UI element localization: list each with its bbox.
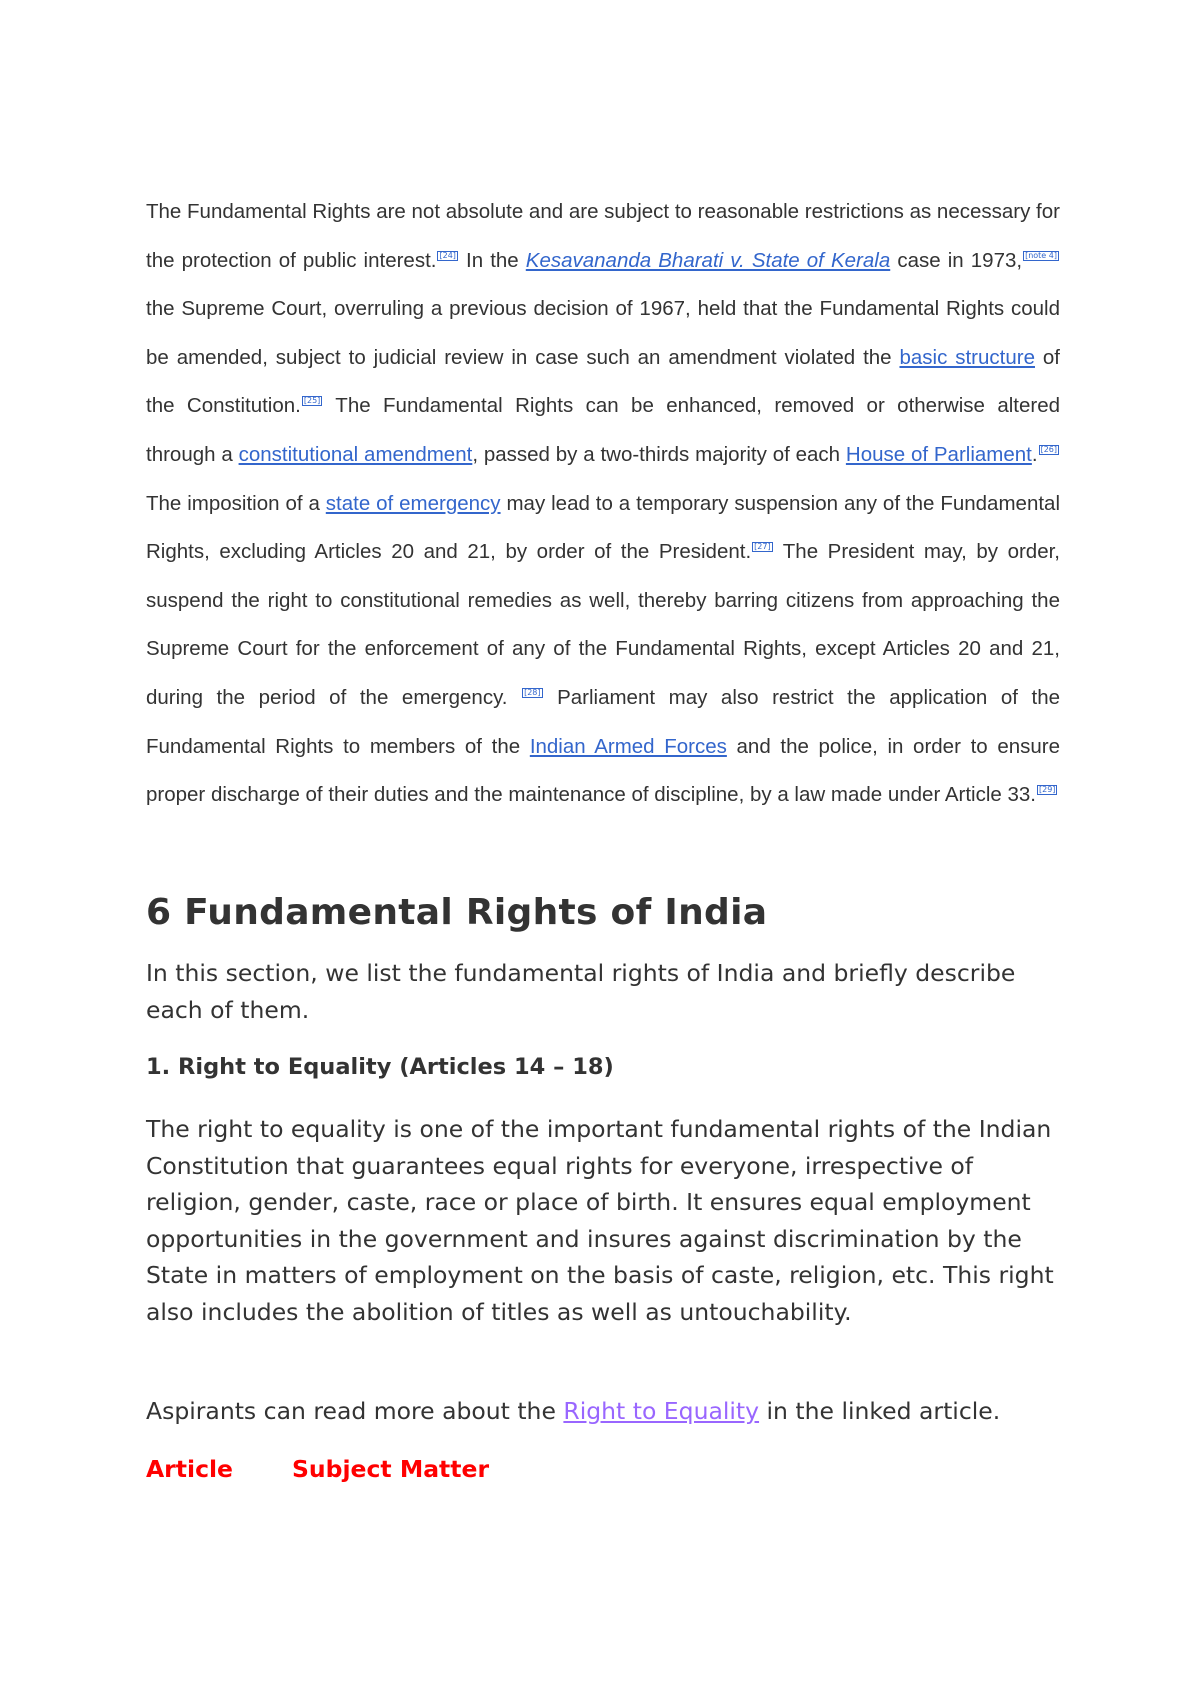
text-span: the Supreme Court, overruling a previous decision of 1967, held that the Fundamental Rights could be amended, subject to judicial review in case such an amendment violated the [146,297,1060,369]
text-span: in the linked article. [759,1397,1001,1425]
citation-ref[interactable]: [24] [439,250,456,260]
citation-ref[interactable]: [26] [1040,444,1057,454]
text-span: The Fundamental Rights can be enhanced, removed or otherwise altered through a [146,394,1060,466]
text-span: Aspirants can read more about the [146,1397,564,1425]
right-to-equality-body: The right to equality is one of the important fundamental rights of the Indian Constitution that guarantees equal rights for everyone, irrespective of religion, gender, caste, race or place of birth. It ensures equal employment opportunities in the government and insures against discrimination by the State in matters of employment on the basis of caste, religion, etc. This right also includes the abolition of titles as well as untouchability. [146,1115,1054,1326]
right-to-equality-link[interactable]: Right to Equality [563,1397,760,1425]
fundamental-rights-paragraph [146,188,1060,820]
citation-ref[interactable]: [29] [1039,785,1056,795]
text-span: The imposition of a [146,491,326,515]
citation-ref[interactable]: [28] [524,687,541,697]
text-span: of the Constitution. [146,345,1060,418]
house-of-parliament-link[interactable]: House of Parliament [845,442,1032,466]
text-span: In the [458,248,526,272]
text-span: may lead to a temporary suspension any of the Fundamental Rights, excluding Articles 20 and 21, by order of the President. [146,491,1060,564]
aspirants-note [146,1393,1066,1430]
citation-ref[interactable]: [note 4] [1025,250,1057,260]
kesavananda-link[interactable]: Kesavananda Bharati v. State of Kerala [525,248,891,272]
right-to-equality-heading: 1. Right to Equality (Articles 14 – 18) [146,1054,614,1080]
indian-armed-forces-link[interactable]: Indian Armed Forces [529,734,727,758]
constitutional-amendment-link[interactable]: constitutional amendment [238,442,473,466]
state-of-emergency-link[interactable]: state of emergency [325,491,501,515]
text-span: The President may, by order, suspend the right to constitutional remedies as well, thereby barring citizens from approaching the Supreme Court for the enforcement of any of the Fundamental Rights, except Articles 20 and 21, during the period of the emergency. [146,540,1060,709]
section-heading: 6 Fundamental Rights of India [146,892,768,933]
citation-ref[interactable]: [25] [303,396,321,406]
text-span: The Fundamental Rights are not absolute and are subject to reasonable restrictions as necessary for the protection of public interest. [146,200,1060,272]
text-span: and the police, in order to ensure proper discharge of their duties and the maintenance of discipline, by a law made under Article 33. [146,734,1060,807]
text-span: , passed by a two-thirds majority of each [472,442,846,466]
text-span: case in 1973, [890,248,1023,272]
table-header-subject-matter: Subject Matter [292,1455,490,1483]
citation-ref[interactable]: [27] [754,542,771,552]
text-span: . [1031,442,1038,466]
table-header-article: Article [146,1455,233,1483]
text-span: Parliament may also restrict the application of the Fundamental Rights to members of the [146,685,1060,758]
table-header-row [146,1455,1066,1483]
basic-structure-link[interactable]: basic structure [899,345,1035,369]
section-intro: In this section, we list the fundamental rights of India and briefly describe each of them. [146,959,1016,1024]
